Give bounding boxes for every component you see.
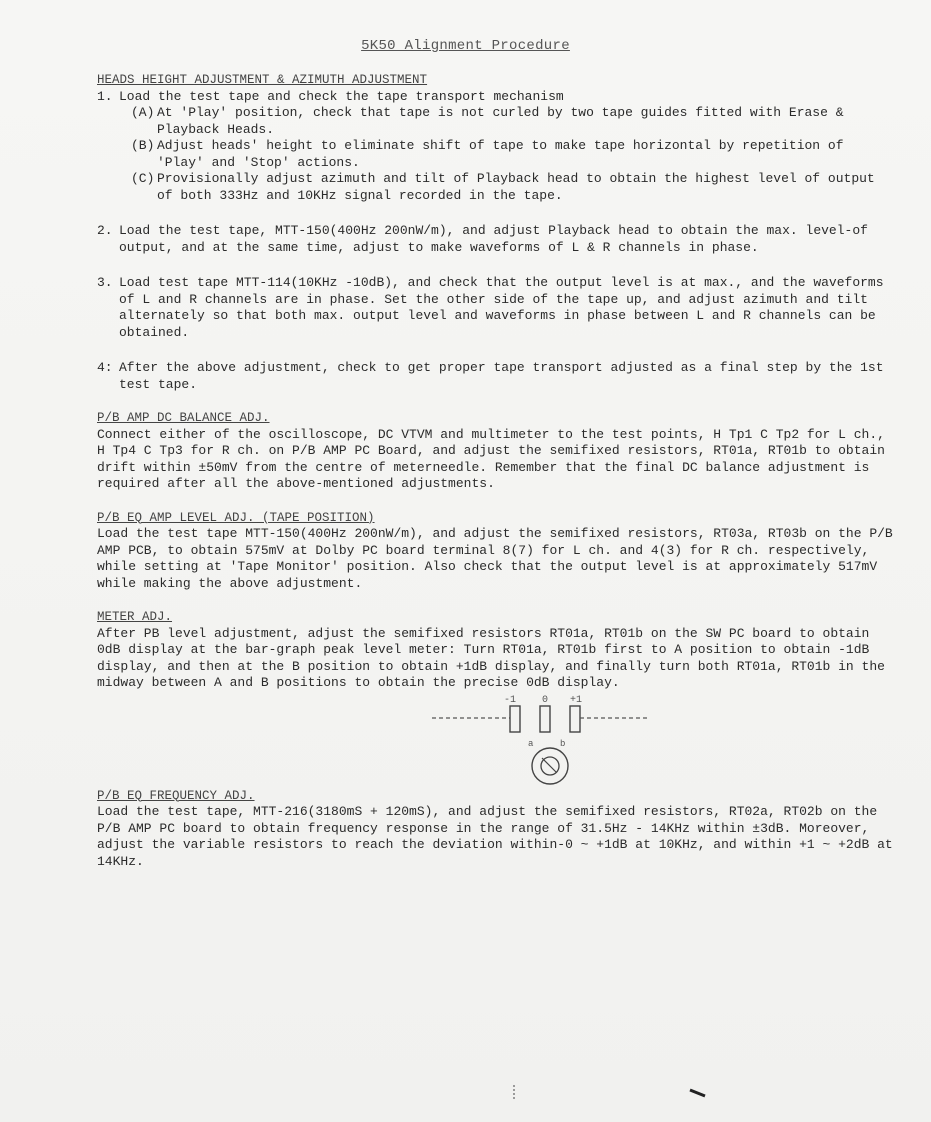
sketch-bar-a: [510, 706, 520, 732]
substep-c: [119, 171, 897, 204]
step-number: 1.: [97, 88, 113, 104]
spacer: [97, 393, 897, 410]
substep-text: At 'Play' position, check that tape is not curled by two tape guides fitted with Erase & Playback Heads.: [157, 105, 844, 137]
step-3: [97, 275, 897, 341]
eq-frequency-heading: P/B EQ FREQUENCY ADJ.: [97, 788, 255, 803]
substep-label: (C): [131, 171, 155, 186]
substep-label: (A): [131, 105, 155, 120]
substep-text: Provisionally adjust azimuth and tilt of Playback head to obtain the highest level of output of both 333Hz and 10KHz signal recorded in the tape.: [157, 171, 875, 203]
step-text: Load the test tape, MTT-150(400Hz 200nW/m), and adjust Playback head to obtain the max. level-of output, and at the same time, adjust to make waveforms of L & R channels in phase.: [119, 223, 868, 255]
sketch-bar-b: [540, 706, 550, 732]
step-1: [97, 89, 897, 205]
sketch-mark-zero: 0: [542, 694, 549, 706]
dc-balance-section: [97, 410, 897, 493]
spacer: [97, 341, 897, 360]
step-4: [97, 360, 897, 393]
meter-section: [97, 609, 897, 692]
sketch-bar-c: [570, 706, 580, 732]
substep-a: [119, 105, 897, 138]
eq-level-section: [97, 510, 897, 593]
dc-balance-text: Connect either of the oscilloscope, DC VTVM and multimeter to the test points, H Tp1 C Tp2 for L ch., H Tp4 C Tp3 for R ch. on P/B AMP PC Board, and adjust the semifixed resistors, RT01a, RT01b to obtain drift within ±50mV from the centre of meterneedle. Remember that the final DC balance adjustment is required after all the above-mentioned adjustments.: [97, 426, 885, 491]
eq-level-heading: P/B EQ AMP LEVEL ADJ. (TAPE POSITION): [97, 510, 375, 525]
sketch-mark-plus: +1: [570, 694, 583, 706]
heads-heading: HEADS HEIGHT ADJUSTMENT & AZIMUTH ADJUSTMENT: [97, 73, 428, 87]
substep-text: Adjust heads' height to eliminate shift of tape to make tape horizontal by repetition of 'Play' and 'Stop' actions.: [157, 138, 844, 170]
spacer: [97, 256, 897, 275]
step-number: 2.: [97, 223, 113, 238]
sketch-dial-b: b: [560, 738, 566, 749]
step-text: After the above adjustment, check to get proper tape transport adjusted as a final step by the 1st test tape.: [119, 360, 884, 392]
eq-level-text: Load the test tape MTT-150(400Hz 200nW/m), and adjust the semifixed resistors, RT03a, RT03b on the P/B AMP PCB, to obtain 575mV at Dolby PC board terminal 8(7) for L ch. and 4(3) for R ch. respectively, while setting at 'Tape Monitor' position. Also check that the output level is at approximately 517mV while making the above adjustment.: [97, 526, 893, 591]
step-2: [97, 223, 897, 256]
dc-balance-heading: P/B AMP DC BALANCE ADJ.: [97, 411, 270, 425]
step-text: Load the test tape and check the tape transport mechanism: [119, 88, 564, 104]
spacer: [97, 592, 897, 609]
step-1-substeps: [119, 105, 897, 204]
sketch-dial-slot: [542, 758, 556, 772]
meter-heading: METER ADJ.: [97, 610, 173, 624]
document-body: [97, 72, 897, 870]
substep-b: [119, 138, 897, 171]
document-title: [0, 38, 931, 54]
spacer: [97, 493, 897, 510]
spacer: [97, 204, 897, 223]
heads-steps: [97, 89, 897, 394]
heads-section: [97, 72, 897, 393]
meter-text: After PB level adjustment, adjust the semifixed resistors RT01a, RT01b on the SW PC board to obtain 0dB display at the bar-graph peak level meter: Turn RT01a, RT01b first to A position to obtain -1dB display, and then at the B position to obtain +1dB display, and finally turn both RT01a, RT01b in the midway between A and B positions to obtain the precise 0dB display.: [97, 625, 885, 690]
sketch-dial-a: a: [528, 738, 534, 749]
sketch-mark-minus: -1: [504, 694, 517, 706]
step-number: 3.: [97, 275, 113, 290]
step-number: 4:: [97, 360, 113, 375]
document-title-text: 5K50 Alignment Procedure: [361, 38, 570, 54]
substep-label: (B): [131, 138, 155, 153]
eq-frequency-section: [97, 788, 897, 871]
step-text: Load test tape MTT-114(10KHz -10dB), and check that the output level is at max., and the waveforms of L and R channels are in phase. Set the other side of the tape up, and adjust azimuth and tilt alternately so that both max. output level and waveforms in phase between L and R channels can be obtained.: [119, 275, 884, 340]
meter-sketch: [97, 692, 897, 788]
eq-frequency-text: Load the test tape, MTT-216(3180mS + 120mS), and adjust the semifixed resistors, RT02a, RT02b on the P/B AMP PC board to obtain frequency response in the range of 31.5Hz - 14KHz within ±3dB. Moreover, adjust the variable resistors to reach the deviation within-0 ~ +1dB at 10KHz, and within +1 ~ +2dB at 14KHz.: [97, 804, 893, 869]
meter-sketch-drawing: [432, 692, 732, 788]
step-body: [119, 89, 897, 205]
pen-dash-mark: [690, 1090, 705, 1096]
